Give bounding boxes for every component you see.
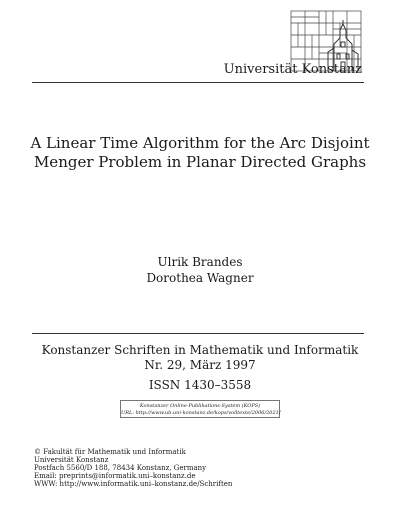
title-line-1: A Linear Time Algorithm for the Arc Disjoint	[30, 134, 370, 152]
faculty-name: © Fakultät für Mathematik und Informatik	[34, 448, 186, 456]
issn-number: ISSN 1430–3558	[148, 378, 252, 392]
series-rule	[32, 333, 364, 334]
series-name: Konstanzer Schriften in Mathematik und Informatik	[41, 343, 359, 357]
kops-url[interactable]: URL: http://www.ub.uni-konstanz.de/kops/volltexte/2006/2021/	[121, 410, 281, 416]
university-name: Universität Konstanz	[223, 62, 362, 77]
faculty-university: Universität Konstanz	[34, 456, 109, 464]
faculty-email[interactable]: Email: preprints@informatik.uni–konstanz.de	[34, 472, 196, 480]
author-name: Dorothea Wagner	[146, 271, 254, 285]
author-list	[20, 254, 380, 286]
faculty-address	[34, 448, 232, 488]
kops-title: Konstanzer Online-Publikations-System (KOPS)	[139, 403, 261, 409]
series-issue: Nr. 29, März 1997	[144, 358, 256, 372]
faculty-postal: Postfach 5560/D 188, 78434 Konstanz, Germany	[34, 464, 207, 472]
title-line-2: Menger Problem in Planar Directed Graphs	[33, 153, 367, 171]
header-rule	[32, 82, 364, 83]
paper-title	[20, 134, 380, 172]
faculty-www[interactable]: WWW: http://www.informatik.uni–konstanz.de/Schriften	[34, 480, 233, 488]
author-name: Ulrik Brandes	[157, 255, 243, 269]
kops-box	[120, 400, 280, 418]
series-info	[20, 343, 380, 373]
